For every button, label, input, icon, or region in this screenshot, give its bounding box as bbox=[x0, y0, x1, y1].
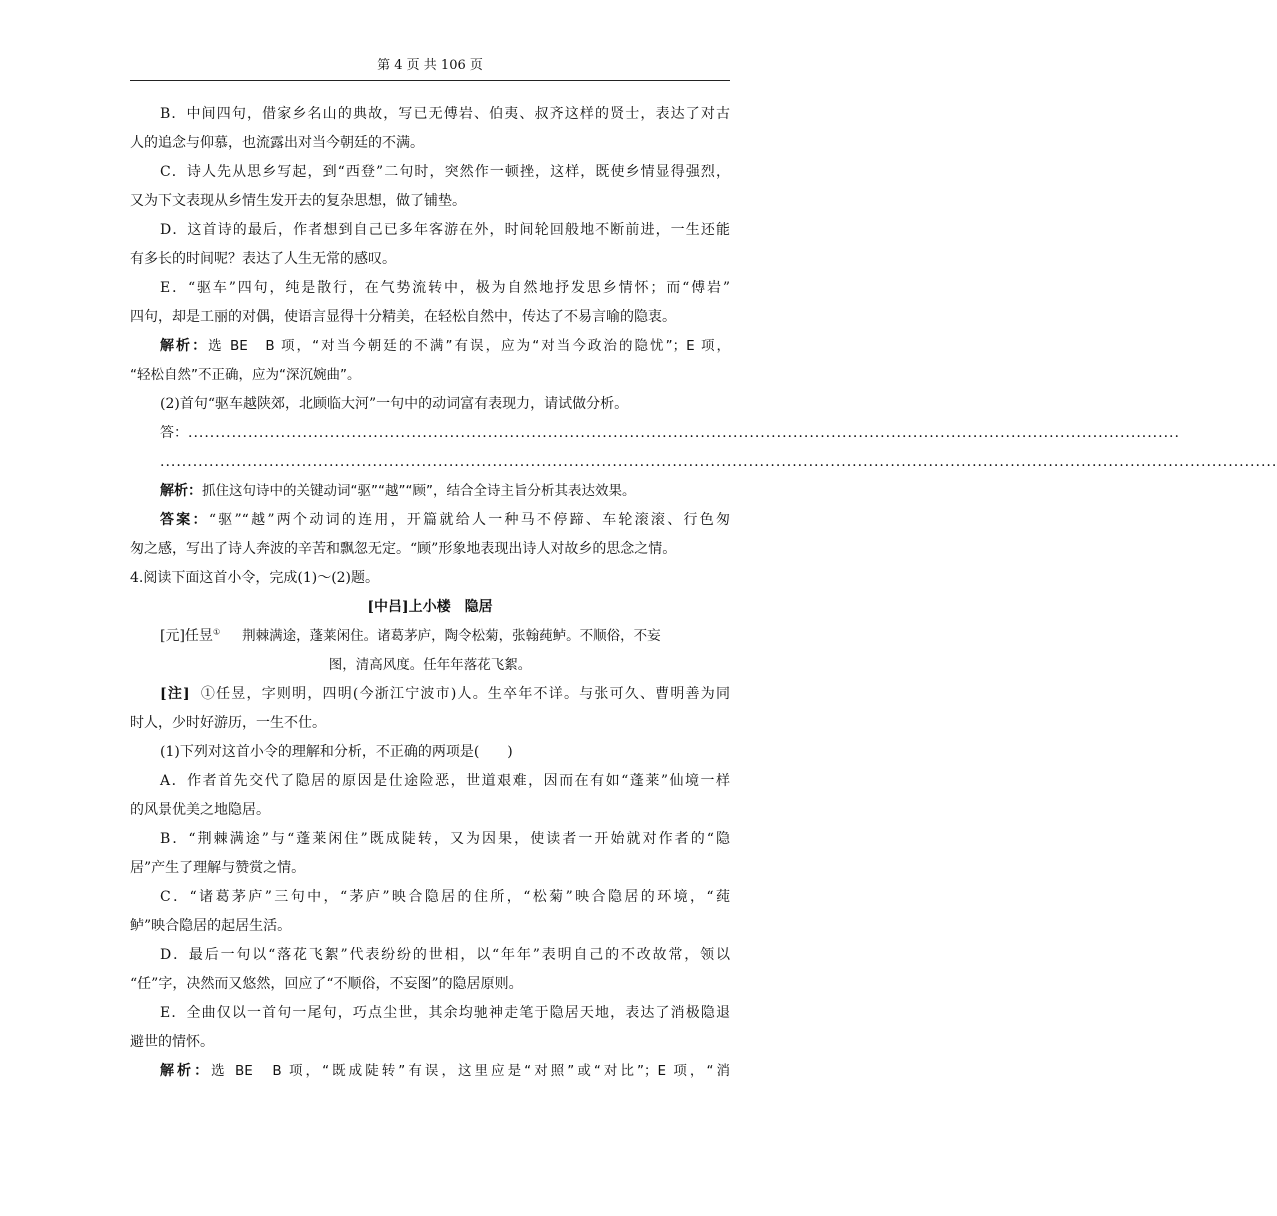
q3-option-e-line2: 四句，却是工丽的对偶，使语言显得十分精美，在轻松自然中，传达了不易言喻的隐衷。 bbox=[130, 309, 676, 325]
answer-text: “驱”“越”两个动词的连用，开篇就给人一种马不停蹄、车轮滚滚、行色匆 bbox=[208, 512, 730, 528]
q3-analysis-line2: “轻松自然”不正确，应为“深沉婉曲”。 bbox=[130, 367, 361, 383]
q3-option-b-line1: B．中间四句，借家乡名山的典故，写已无傅岩、伯夷、叔齐这样的贤士，表达了对古 bbox=[160, 106, 730, 122]
q4-stem: 4.阅读下面这首小令，完成(1)～(2)题。 bbox=[130, 570, 380, 586]
analysis-label: 解析： bbox=[160, 338, 209, 354]
note-line1 bbox=[130, 680, 730, 709]
q4-option-c-line2: 鲈”映合隐居的起居生活。 bbox=[130, 918, 292, 934]
q4-option-a-line1: A．作者首先交代了隐居的原因是仕途险恶，世道艰难，因而在有如“蓬莱”仙境一样 bbox=[160, 773, 730, 789]
q3-option-e-line1: E．“驱车”四句，纯是散行，在气势流转中，极为自然地抒发思乡情怀；而“傅岩” bbox=[160, 280, 730, 296]
q4-option-e-line1: E．全曲仅以一首句一尾句，巧点尘世，其余均驰神走笔于隐居天地，表达了消极隐退 bbox=[160, 1005, 730, 1021]
q4-analysis-text: 选 BE B 项，“既成陡转”有误，这里应是“对照”或“对比”；E 项，“消 bbox=[211, 1063, 730, 1079]
answer-dotted-line-2: ............................................................................................................................................................................................................. bbox=[160, 454, 1277, 470]
q3-option-d-line1: D．这首诗的最后，作者想到自己已多年客游在外，时间轮回般地不断前进，一生还能 bbox=[160, 222, 730, 238]
answer-prompt: 答： bbox=[160, 425, 188, 441]
q4-analysis-label: 解析： bbox=[160, 1063, 212, 1079]
q4-analysis-line1 bbox=[130, 1057, 730, 1086]
poem-text-1: 荆棘满途，蓬莱闲住。诸葛茅庐，陶令松菊，张翰莼鲈。不顺俗，不妄 bbox=[242, 628, 661, 644]
note-text: ①任昱，字则明，四明(今浙江宁波市)人。生卒年不详。与张可久、曹明善为同 bbox=[199, 686, 731, 702]
q3-sub2-question: (2)首句“驱车越陕郊，北顾临大河”一句中的动词富有表现力，请试做分析。 bbox=[160, 396, 629, 412]
poem-line1 bbox=[130, 622, 730, 651]
q3-analysis-line1 bbox=[130, 332, 730, 361]
q3-answer-line1 bbox=[130, 506, 730, 535]
analysis-text: 选 BE B 项，“对当今朝廷的不满”有误，应为“对当今政治的隐忧”；E 项， bbox=[208, 338, 731, 354]
q3-analysis2 bbox=[130, 477, 730, 506]
q3-answer-line2: 匆之感，写出了诗人奔波的辛苦和飘忽无定。“顾”形象地表现出诗人对故乡的思念之情。 bbox=[130, 541, 677, 557]
page-content bbox=[130, 100, 1277, 1086]
note-line2: 时人，少时好游历，一生不仕。 bbox=[130, 715, 326, 731]
answer-blank-line1 bbox=[130, 419, 1180, 448]
q4-option-b-line1: B．“荆棘满途”与“蓬莱闲住”既成陡转，又为因果，使读者一开始就对作者的“隐 bbox=[160, 831, 730, 847]
q3-option-b-line2: 人的追念与仰慕，也流露出对当今朝廷的不满。 bbox=[130, 135, 424, 151]
q4-option-e-line2: 避世的情怀。 bbox=[130, 1034, 214, 1050]
q4-option-d-line1: D．最后一句以“落花飞絮”代表纷纷的世相，以“年年”表明自己的不改故常，领以 bbox=[160, 947, 730, 963]
page-header bbox=[130, 56, 730, 81]
poem-line2: 图，清高风度。任年年落花飞絮。 bbox=[328, 657, 532, 673]
q3-option-c-line1: C．诗人先从思乡写起，到“西登”二句时，突然作一顿挫，这样，既使乡情显得强烈， bbox=[160, 164, 730, 180]
footnote-mark: ① bbox=[212, 627, 221, 637]
analysis2-text: 抓住这句诗中的关键动词“驱”“越”“顾”，结合全诗主旨分析其表达效果。 bbox=[202, 483, 636, 499]
q3-option-d-line2: 有多长的时间呢？表达了人生无常的感叹。 bbox=[130, 251, 396, 267]
answer-dotted-line: ...................................................................................................................................................................................... bbox=[188, 425, 1180, 441]
q4-option-d-line2: “任”字，决然而又悠然，回应了“不顺俗，不妄图”的隐居原则。 bbox=[130, 976, 523, 992]
note-label: [注] bbox=[160, 686, 190, 702]
q4-sub1-question: (1)下列对这首小令的理解和分析，不正确的两项是( ) bbox=[160, 744, 513, 760]
q4-option-b-line2: 居”产生了理解与赞赏之情。 bbox=[130, 860, 306, 876]
poem-title: [中吕]上小楼 隐居 bbox=[367, 599, 493, 615]
q3-option-c-line2: 又为下文表现从乡情生发开去的复杂思想，做了铺垫。 bbox=[130, 193, 466, 209]
analysis2-label: 解析： bbox=[160, 483, 202, 499]
answer-label: 答案： bbox=[160, 512, 209, 528]
poem-author: [元]任昱 bbox=[160, 628, 213, 644]
q4-option-c-line1: C．“诸葛茅庐”三句中，“茅庐”映合隐居的住所，“松菊”映合隐居的环境，“莼 bbox=[160, 889, 730, 905]
q4-option-a-line2: 的风景优美之地隐居。 bbox=[130, 802, 270, 818]
answer-blank-line2 bbox=[130, 448, 1277, 477]
page-number: 第 4 页 共 106 页 bbox=[377, 58, 483, 73]
